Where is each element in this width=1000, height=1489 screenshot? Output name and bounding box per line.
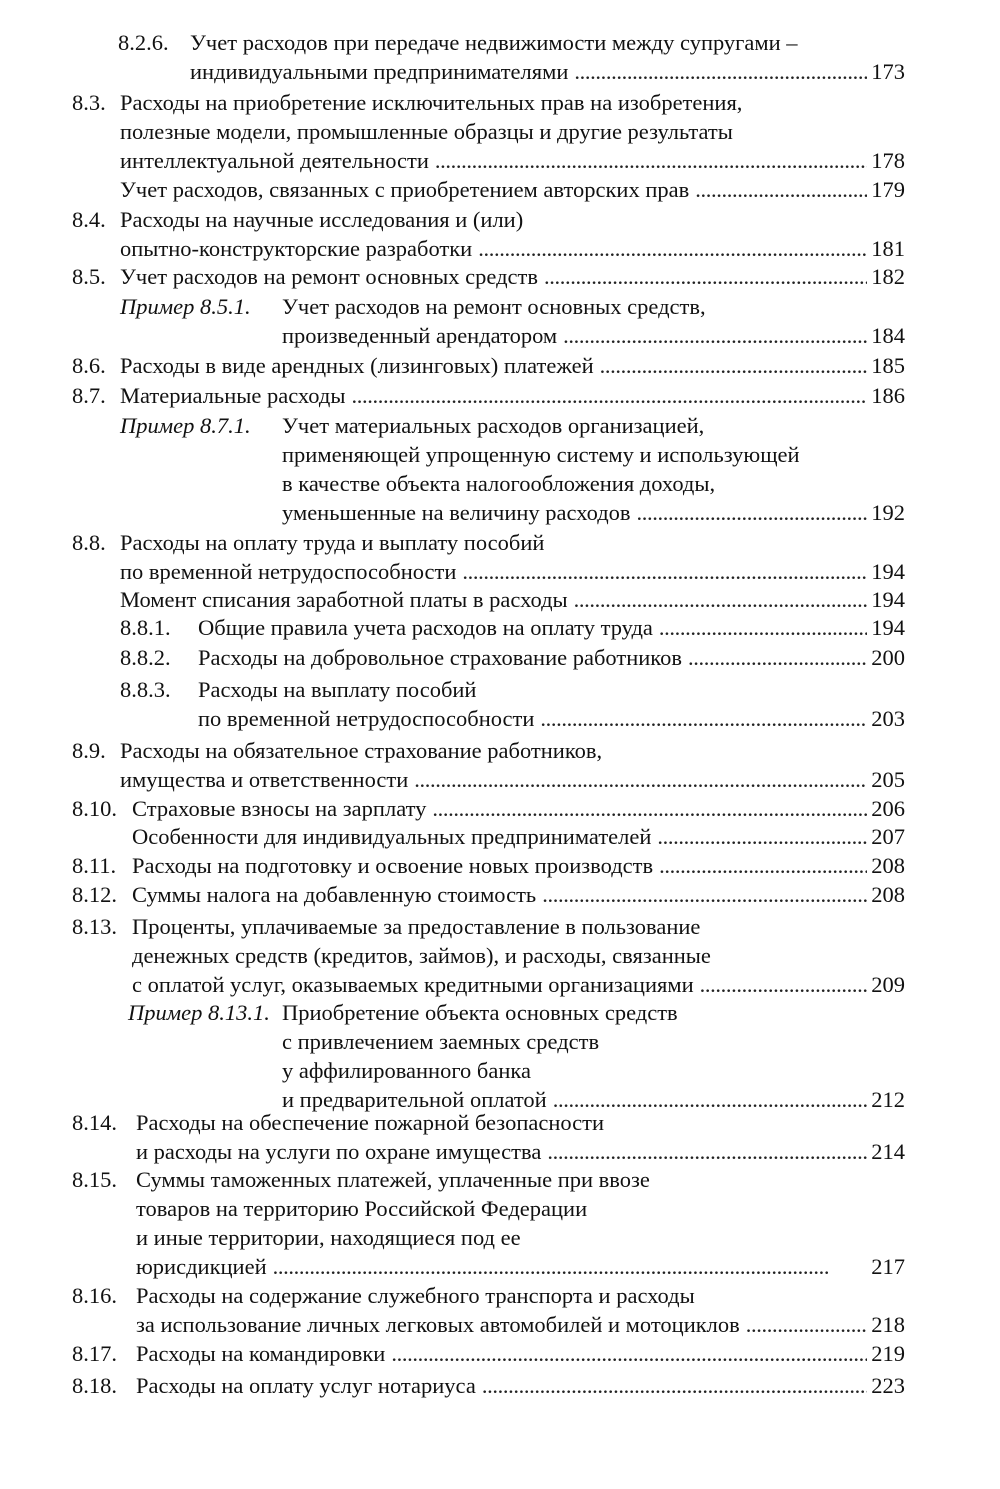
entry-number: 8.17. xyxy=(72,1341,117,1366)
toc-entry-line xyxy=(282,498,905,528)
page-number: 181 xyxy=(871,236,905,261)
dot-leader xyxy=(432,794,867,824)
dot-leader xyxy=(478,234,867,264)
toc-entry-line xyxy=(132,970,905,1000)
toc-entry-line xyxy=(136,1108,604,1138)
dot-leader xyxy=(637,498,868,528)
entry-number: 8.11. xyxy=(72,853,117,878)
entry-title: применяющей упрощенную систему и использующей xyxy=(282,442,800,467)
entry-title: с оплатой услуг, оказываемых кредитными организациями xyxy=(132,972,694,997)
page-number: 203 xyxy=(871,706,905,731)
toc-entry-line xyxy=(136,1281,695,1311)
entry-number: Пример 8.7.1. xyxy=(120,413,251,438)
toc-entry-line xyxy=(282,292,706,322)
page-number: 219 xyxy=(871,1341,905,1366)
entry-title: товаров на территорию Российской Федерации xyxy=(136,1196,588,1221)
dot-leader xyxy=(659,851,867,881)
entry-title: Расходы на выплату пособий xyxy=(198,677,477,702)
page-number: 218 xyxy=(871,1312,905,1337)
entry-title: полезные модели, промышленные образцы и другие результаты xyxy=(120,119,733,144)
entry-title: Учет расходов на ремонт основных средств xyxy=(120,264,538,289)
toc-entry-line xyxy=(136,1371,905,1401)
page-number: 194 xyxy=(871,587,905,612)
toc-entry-line xyxy=(190,28,798,58)
page-number: 209 xyxy=(871,972,905,997)
toc-entry-line xyxy=(120,736,602,766)
entry-number: 8.8.3. xyxy=(120,677,171,702)
toc-entry-line xyxy=(120,585,905,615)
entry-title: и расходы на услуги по охране имущества xyxy=(136,1139,542,1164)
toc-entry-line xyxy=(282,1027,599,1057)
entry-title: Расходы на оплату услуг нотариуса xyxy=(136,1373,476,1398)
entry-title: произведенный арендатором xyxy=(282,323,558,348)
entry-title: за использование личных легковых автомобилей и мотоциклов xyxy=(136,1312,740,1337)
page-number: 208 xyxy=(871,882,905,907)
entry-title: с привлечением заемных средств xyxy=(282,1029,600,1054)
entry-number: Пример 8.13.1. xyxy=(128,1000,270,1025)
toc-entry-line xyxy=(132,912,700,942)
entry-title: Суммы таможенных платежей, уплаченные при ввозе xyxy=(136,1167,650,1192)
entry-title: Расходы на содержание служебного транспорта и расходы xyxy=(136,1283,695,1308)
page-number: 200 xyxy=(871,645,905,670)
toc-entry-line xyxy=(120,351,905,381)
toc-entry-line xyxy=(132,851,905,881)
entry-number: 8.3. xyxy=(72,90,106,115)
entry-title: юрисдикцией xyxy=(136,1254,267,1279)
entry-title: Суммы налога на добавленную стоимость xyxy=(132,882,537,907)
page-number: 173 xyxy=(871,59,905,84)
dot-leader xyxy=(574,585,868,615)
page-number: 184 xyxy=(871,323,905,348)
entry-title: Расходы на командировки xyxy=(136,1341,386,1366)
toc-entry-line xyxy=(198,643,905,673)
page-number: 217 xyxy=(871,1254,905,1279)
toc-entry-line xyxy=(198,704,905,734)
page-number: 186 xyxy=(871,383,905,408)
entry-title: Расходы на научные исследования и (или) xyxy=(120,207,524,232)
entry-title: имущества и ответственности xyxy=(120,767,409,792)
page-number: 206 xyxy=(871,796,905,821)
page-number: 212 xyxy=(871,1087,905,1112)
toc-entry-line xyxy=(132,880,905,910)
entry-title: опытно-конструкторские разработки xyxy=(120,236,473,261)
dot-leader xyxy=(544,262,867,292)
entry-number: 8.8. xyxy=(72,530,106,555)
entry-title: по временной нетрудоспособности xyxy=(198,706,535,731)
toc-entry-line xyxy=(282,469,715,499)
page-number: 194 xyxy=(871,559,905,584)
entry-title: Учет расходов, связанных с приобретением авторских прав xyxy=(120,177,690,202)
dot-leader xyxy=(540,704,867,734)
entry-title: Расходы на добровольное страхование работников xyxy=(198,645,682,670)
page-number: 179 xyxy=(871,177,905,202)
entry-title: интеллектуальной деятельности xyxy=(120,148,429,173)
entry-number: 8.5. xyxy=(72,264,106,289)
toc-entry-line xyxy=(282,321,905,351)
entry-title: и предварительной оплатой xyxy=(282,1087,547,1112)
entry-title: индивидуальными предпринимателями xyxy=(190,59,569,84)
toc-entry-line xyxy=(282,1056,531,1086)
page-number: 214 xyxy=(871,1139,905,1164)
entry-title: Страховые взносы на зарплату xyxy=(132,796,427,821)
toc-entry-line xyxy=(120,765,905,795)
toc-entry-line xyxy=(198,675,476,705)
entry-title: уменьшенные на величину расходов xyxy=(282,500,631,525)
toc-entry-line xyxy=(120,528,544,558)
dot-leader xyxy=(574,57,867,87)
entry-number: 8.15. xyxy=(72,1167,117,1192)
entry-number: 8.2.6. xyxy=(118,30,169,55)
dot-leader xyxy=(563,321,867,351)
entry-title: Расходы на приобретение исключительных прав на изобретения, xyxy=(120,90,743,115)
toc-entry-line xyxy=(136,1310,905,1340)
page-number: 192 xyxy=(871,500,905,525)
dot-leader xyxy=(700,970,868,1000)
dot-leader xyxy=(659,613,867,643)
entry-title: по временной нетрудоспособности xyxy=(120,559,457,584)
entry-number: 8.6. xyxy=(72,353,106,378)
entry-number: 8.4. xyxy=(72,207,106,232)
page-number: 178 xyxy=(871,148,905,173)
toc-entry-line xyxy=(136,1194,587,1224)
entry-title: и иные территории, находящиеся под ее xyxy=(136,1225,521,1250)
entry-number: 8.9. xyxy=(72,738,106,763)
entry-title: Общие правила учета расходов на оплату труда xyxy=(198,615,653,640)
entry-number: 8.13. xyxy=(72,914,117,939)
toc-entry-line xyxy=(120,117,733,147)
entry-title: Расходы на оплату труда и выплату пособий xyxy=(120,530,545,555)
page-number: 194 xyxy=(871,615,905,640)
entry-number: 8.7. xyxy=(72,383,106,408)
entry-number: 8.8.2. xyxy=(120,645,171,670)
page-number: 182 xyxy=(871,264,905,289)
toc-entry-line xyxy=(120,88,742,118)
dot-leader xyxy=(482,1371,867,1401)
toc-entry-line xyxy=(282,998,678,1028)
dot-leader xyxy=(542,880,867,910)
entry-title: у аффилированного банка xyxy=(282,1058,531,1083)
page-number: 205 xyxy=(871,767,905,792)
entry-title: Особенности для индивидуальных предпринимателей xyxy=(132,824,652,849)
toc-entry-line xyxy=(198,613,905,643)
toc-entry-line xyxy=(120,381,905,411)
dot-leader xyxy=(547,1137,867,1167)
entry-title: Расходы на обеспечение пожарной безопасности xyxy=(136,1110,605,1135)
entry-title: в качестве объекта налогообложения доходы, xyxy=(282,471,716,496)
dot-leader xyxy=(273,1252,868,1282)
dot-leader xyxy=(695,175,867,205)
entry-number: 8.16. xyxy=(72,1283,117,1308)
entry-title: Материальные расходы xyxy=(120,383,346,408)
entry-title: Приобретение объекта основных средств xyxy=(282,1000,678,1025)
toc-entry-line xyxy=(136,1252,905,1282)
entry-number: 8.14. xyxy=(72,1110,117,1135)
entry-title: денежных средств (кредитов, займов), и расходы, связанные xyxy=(132,943,711,968)
page-number: 208 xyxy=(871,853,905,878)
entry-number: Пример 8.5.1. xyxy=(120,294,251,319)
toc-entry-line xyxy=(136,1137,905,1167)
toc-entry-line xyxy=(120,234,905,264)
page-number: 185 xyxy=(871,353,905,378)
entry-number: 8.12. xyxy=(72,882,117,907)
dot-leader xyxy=(435,146,867,176)
toc-entry-line xyxy=(132,794,905,824)
toc-entry-line xyxy=(120,557,905,587)
toc-entry-line xyxy=(120,262,905,292)
dot-leader xyxy=(414,765,867,795)
entry-number: 8.18. xyxy=(72,1373,117,1398)
toc-entry-line xyxy=(136,1165,650,1195)
entry-title: Момент списания заработной платы в расходы xyxy=(120,587,568,612)
entry-number: 8.8.1. xyxy=(120,615,171,640)
toc-entry-line xyxy=(120,146,905,176)
entry-title: Расходы на подготовку и освоение новых производств xyxy=(132,853,654,878)
toc-entry-line xyxy=(282,440,800,470)
toc-entry-line xyxy=(190,57,905,87)
dot-leader xyxy=(657,822,867,852)
entry-title: Расходы на обязательное страхование работников, xyxy=(120,738,603,763)
dot-leader xyxy=(688,643,867,673)
dot-leader xyxy=(600,351,868,381)
page-number: 223 xyxy=(871,1373,905,1398)
toc-entry-line xyxy=(120,205,523,235)
entry-title: Расходы в виде арендных (лизинговых) платежей xyxy=(120,353,594,378)
toc-entry-line xyxy=(282,411,704,441)
dot-leader xyxy=(351,381,867,411)
entry-title: Учет материальных расходов организацией, xyxy=(282,413,705,438)
entry-number: 8.10. xyxy=(72,796,117,821)
dot-leader xyxy=(462,557,867,587)
entry-title: Учет расходов на ремонт основных средств, xyxy=(282,294,706,319)
page-number: 207 xyxy=(871,824,905,849)
entry-title: Проценты, уплачиваемые за предоставление в пользование xyxy=(132,914,701,939)
dot-leader xyxy=(391,1339,867,1369)
toc-entry-line xyxy=(136,1223,521,1253)
entry-title: Учет расходов при передаче недвижимости между супругами – xyxy=(190,30,798,55)
toc-entry-line xyxy=(120,175,905,205)
toc-entry-line xyxy=(132,941,711,971)
toc-entry-line xyxy=(132,822,905,852)
dot-leader xyxy=(746,1310,867,1340)
toc-entry-line xyxy=(136,1339,905,1369)
